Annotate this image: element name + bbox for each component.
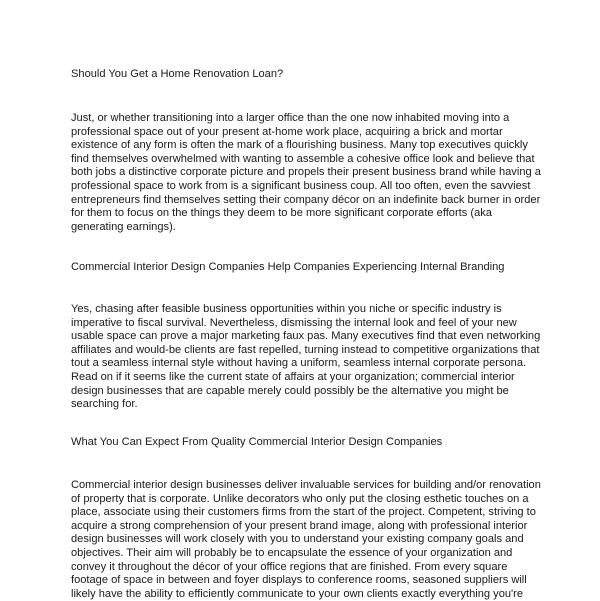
text-line: acquire a strong comprehension of your present brand image, along with professional interior xyxy=(71,519,528,532)
text-line: imperative to fiscal survival. Nevertheless, dismissing the internal look and feel of your new xyxy=(71,316,517,329)
text-line: Read on if it seems like the current state of affairs at your organization; commercial interior xyxy=(71,370,515,383)
section-heading-expectations: What You Can Expect From Quality Commercial Interior Design Companies xyxy=(71,436,443,448)
paragraph-branding xyxy=(71,303,541,412)
text-line: searching for. xyxy=(71,398,138,411)
text-line: for them to focus on the things they deem to be more significant corporate efforts (aka xyxy=(71,207,492,220)
document-title: Should You Get a Home Renovation Loan? xyxy=(71,68,284,80)
text-line: affiliates and would-be clients are fast repelled, turning instead to competitive organizations that xyxy=(71,343,540,356)
text-line: find themselves overwhelmed with wanting to assemble a cohesive office look and believe that xyxy=(71,152,535,165)
text-line: Just, or whether transitioning into a larger office than the one now inhabited moving into a xyxy=(71,112,510,124)
text-line: footage of space in between and foyer displays to conference rooms, seasoned suppliers will xyxy=(71,574,527,587)
text-line: design businesses will work closely with you to understand your existing company goals and xyxy=(71,533,524,546)
text-line: place, associate using their customers firms from the start of the project. Competent, striving to xyxy=(71,506,536,519)
text-line: both jobs a distinctive corporate picture and propels their present business brand while having a xyxy=(71,166,541,179)
text-line: design businesses that are capable merely could possibly be the alternative you might be xyxy=(71,384,509,397)
text-line: of property that is corporate. Unlike decorators who only put the closing esthetic touches on a xyxy=(71,492,529,505)
text-line: convey it throughout the décor of your office regions that are finished. From every square xyxy=(71,560,508,573)
text-line: usable space can prove a major marketing faux pas. Many executives find that even networking xyxy=(71,330,541,343)
text-line: Commercial interior design businesses deliver invaluable services for building and/or renovation xyxy=(71,479,541,491)
text-line: generating earnings). xyxy=(71,220,176,233)
paragraph-expectations xyxy=(71,479,541,601)
text-line: entrepreneurs find themselves setting their company décor on an indefinite back burner in order xyxy=(71,193,541,206)
text-line: objectives. Their aim will probably be to encapsulate the essence of your organization and xyxy=(71,546,513,559)
text-line: professional space out of your present at-home work place, acquiring a brick and mortar xyxy=(71,125,503,138)
paragraph-intro xyxy=(71,112,541,234)
section-heading-branding: Commercial Interior Design Companies Help Companies Experiencing Internal Branding xyxy=(71,261,505,273)
text-line: likely have the ability to efficiently communicate to your own clients exactly everything you're xyxy=(71,587,524,600)
text-line: professional space to work from is a significant business coup. All too often, even the savviest xyxy=(71,179,531,192)
text-line: existence of any form is often the mark of a flourishing business. Many top executives quickly xyxy=(71,139,528,152)
text-line: tout a seamless internal style without having a uniform, seamless internal corporate persona. xyxy=(71,357,527,370)
text-line: Yes, chasing after feasible business opportunities within you niche or specific industry is xyxy=(71,303,502,315)
